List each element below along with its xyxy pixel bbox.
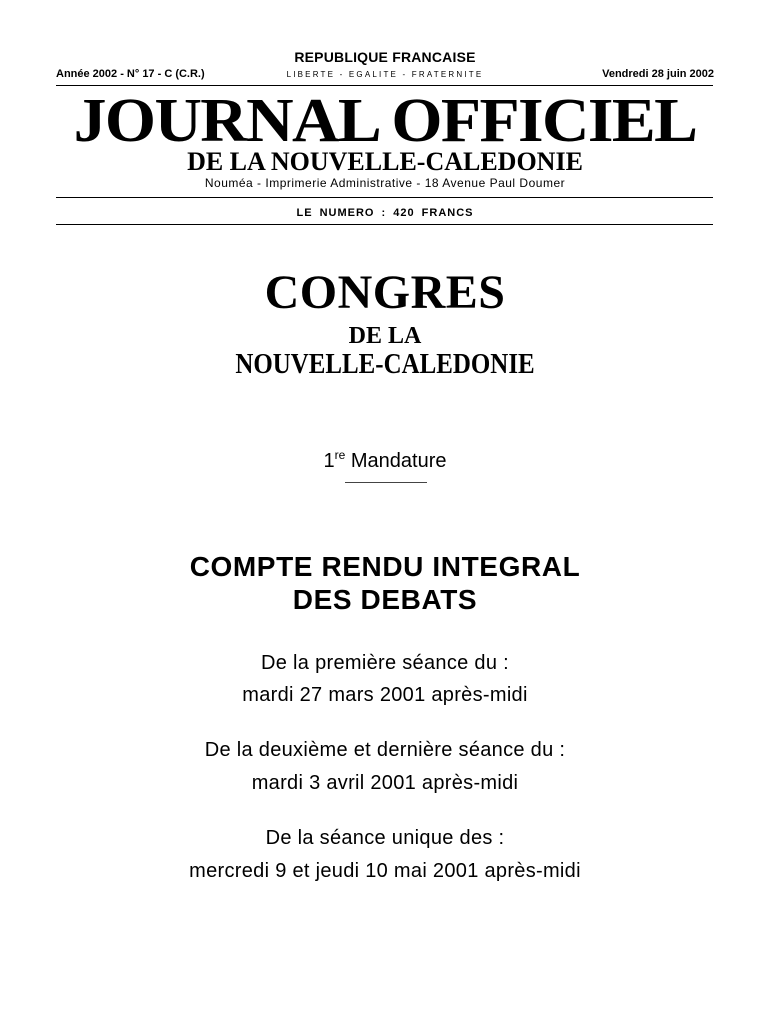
mandature-number: 1 <box>323 450 335 472</box>
seance-2-date: mardi 3 avril 2001 après-midi <box>251 772 519 794</box>
compte-rendu-title-line2: DES DEBATS <box>292 584 478 615</box>
seance-3-intro: De la séance unique des : <box>265 827 505 849</box>
seance-1-date: mardi 27 mars 2001 après-midi <box>242 684 528 706</box>
issue-number: Année 2002 - N° 17 - C (C.R.) <box>56 68 205 80</box>
masthead-rule-1 <box>56 197 713 198</box>
congres-de-la: DE LA <box>348 323 422 349</box>
journal-subtitle: DE LA NOUVELLE-CALEDONIE <box>187 147 583 176</box>
journal-title: JOURNAL OFFICIEL <box>73 87 697 155</box>
mandature-superscript: re <box>334 448 346 462</box>
publication-date: Vendredi 28 juin 2002 <box>602 68 714 80</box>
congres-title: CONGRES <box>264 266 506 319</box>
seance-2-intro: De la deuxième et dernière séance du : <box>204 739 566 761</box>
seance-1-intro: De la première séance du : <box>261 652 509 674</box>
republique-francaise: REPUBLIQUE FRANCAISE <box>294 49 476 65</box>
mandature-label: Mandature <box>350 450 447 472</box>
imprimerie-address: Nouméa - Imprimerie Administrative - 18 Avenue Paul Doumer <box>204 176 566 190</box>
congres-territoire: NOUVELLE-CALEDONIE <box>235 348 535 380</box>
price: LE NUMERO : 420 FRANCS <box>296 207 474 219</box>
mandature <box>0 442 770 474</box>
header-rule-top <box>56 85 713 86</box>
compte-rendu-title-line1: COMPTE RENDU INTEGRAL <box>189 551 581 582</box>
masthead-rule-2 <box>56 224 713 225</box>
mandature-divider <box>345 482 427 483</box>
devise: LIBERTE - EGALITE - FRATERNITE <box>286 70 484 79</box>
seance-3-date: mercredi 9 et jeudi 10 mai 2001 après-midi <box>189 860 581 882</box>
